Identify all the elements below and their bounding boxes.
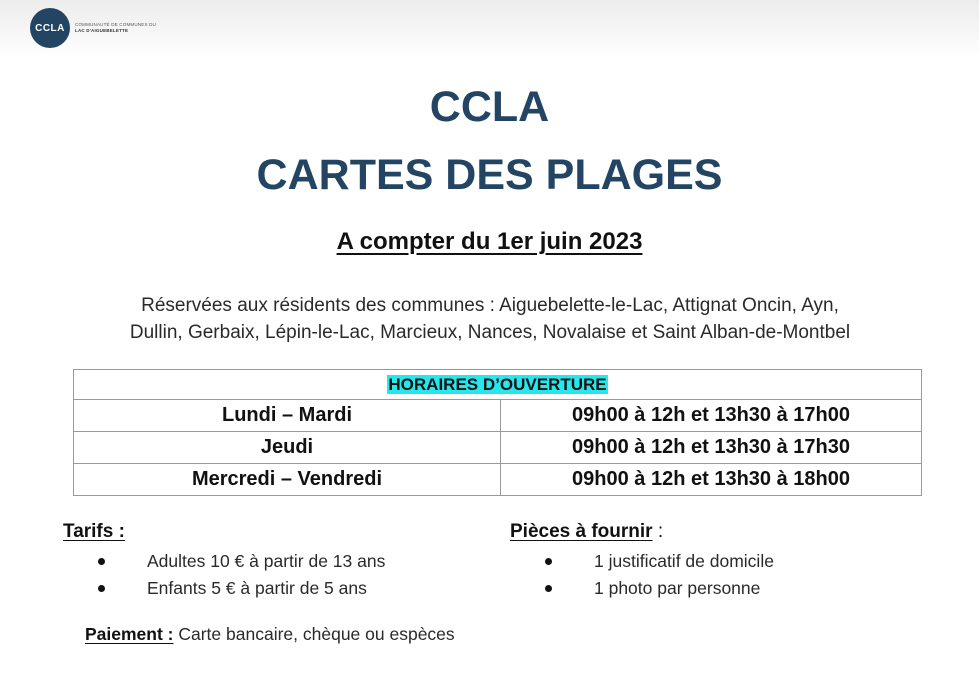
paiement-label: Paiement : — [85, 624, 174, 644]
list-item: Enfants 5 € à partir de 5 ans — [63, 575, 385, 602]
pieces-title-text: Pièces à fournir — [510, 521, 653, 542]
table-header-row — [74, 370, 922, 400]
list-item: 1 photo par personne — [510, 575, 774, 602]
pieces-section — [510, 520, 774, 602]
logo-circle: CCLA — [30, 8, 70, 48]
times-cell: 09h00 à 12h et 13h30 à 17h30 — [501, 432, 922, 464]
days-cell: Jeudi — [74, 432, 501, 464]
table-row — [74, 432, 922, 464]
times-cell: 09h00 à 12h et 13h30 à 17h00 — [501, 400, 922, 432]
logo-text-line2: LAC D'AIGUEBELETTE — [75, 28, 129, 33]
subtitle-text: A compter du 1er juin 2023 — [336, 228, 643, 255]
table-row — [74, 464, 922, 496]
days-cell: Mercredi – Vendredi — [74, 464, 501, 496]
subtitle — [0, 228, 979, 256]
table-row — [74, 400, 922, 432]
paiement-line — [85, 622, 455, 646]
days-cell: Lundi – Mardi — [74, 400, 501, 432]
logo-text-line1: COMMUNAUTÉ DE COMMUNES DU — [75, 22, 156, 27]
table-header-text: HORAIRES D’OUVERTURE — [388, 374, 607, 394]
tarifs-list — [63, 548, 385, 602]
residents-line1: Réservées aux résidents des communes : Aiguebelette-le-Lac, Attignat Oncin, Ayn, — [141, 295, 839, 316]
pieces-title — [510, 520, 774, 544]
pieces-list — [510, 548, 774, 602]
logo-text — [75, 22, 156, 34]
title-line1: CCLA — [429, 83, 550, 131]
paiement-text: Carte bancaire, chèque ou espèces — [173, 624, 455, 644]
opening-hours-table — [73, 369, 922, 496]
times-cell: 09h00 à 12h et 13h30 à 18h00 — [501, 464, 922, 496]
ccla-logo — [30, 8, 156, 48]
list-item: Adultes 10 € à partir de 13 ans — [63, 548, 385, 575]
pieces-title-suffix: : — [652, 521, 664, 542]
residents-paragraph — [40, 292, 940, 346]
tarifs-title-text: Tarifs : — [63, 521, 125, 542]
list-item: 1 justificatif de domicile — [510, 548, 774, 575]
table-header-cell — [74, 370, 922, 400]
title-line2: CARTES DES PLAGES — [256, 151, 723, 199]
tarifs-section — [63, 520, 385, 602]
tarifs-title — [63, 520, 385, 544]
residents-line2: Dullin, Gerbaix, Lépin-le-Lac, Marcieux, Nances, Novalaise et Saint Alban-de-Montbel — [129, 322, 851, 343]
